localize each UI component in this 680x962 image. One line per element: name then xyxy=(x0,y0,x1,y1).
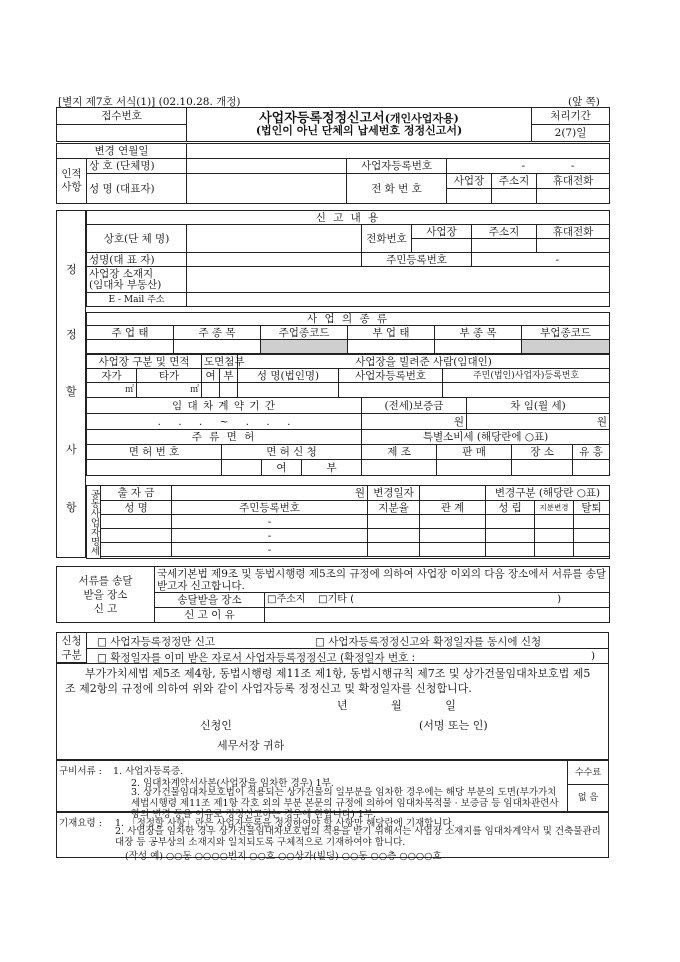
partner-row-1-relation[interactable] xyxy=(420,515,486,529)
partner-row-3-share-change[interactable] xyxy=(535,543,574,557)
phone-col-mobile: 휴대전화 xyxy=(537,174,610,189)
application-date: 년 월 일 xyxy=(337,699,456,712)
delivery-reason-label: 신 고 이 유 xyxy=(155,608,265,623)
c-trade-name-field[interactable] xyxy=(187,225,362,253)
partner-row-1-withdraw[interactable] xyxy=(574,515,610,529)
attachments-section xyxy=(56,760,609,820)
partner-row-1-formed[interactable] xyxy=(486,515,535,529)
tax-manufacture-field[interactable] xyxy=(362,460,437,476)
partner-share-label: 지분율 xyxy=(368,501,420,515)
opt-address-checkbox[interactable]: □주소지 xyxy=(267,594,306,605)
partner-row-2-name[interactable] xyxy=(101,529,172,543)
phone-site-field[interactable] xyxy=(447,189,492,204)
correction-side-label: 정 정 할 사 항 xyxy=(56,210,86,558)
form-subtitle: (법인이 아닌 단체의 납세번호 정정신고서) xyxy=(255,123,463,137)
note-2: 2. 사업장을 임차한 경우 상가건물임대차보호법의 적용을 받기 위해서는 사업장 소재지를 임대차계약서 및 건축물관리대장 등 공부상의 소재지와 일치되도록 구체적으로 기재하여야 합니다. xyxy=(115,826,601,848)
partner-row-2-withdraw[interactable] xyxy=(574,529,610,543)
application-body: 부가가치세법 제5조 제4항, 동법시행령 제11조 제1항, 동법시행규칙 제7조 및 상가건물임대차보호법 제5조 제2항의 규정에 의하여 위와 같이 사업자등록 정정신고 및 확정일자를 신청합니다. xyxy=(65,667,591,695)
c-phone-label: 전화번호 xyxy=(362,225,412,253)
trade-name-label: 상 호 (단체명) xyxy=(87,159,187,174)
lender-res-no-field[interactable] xyxy=(443,383,610,398)
correction-table-a xyxy=(86,210,610,307)
application-type-label: 신청 구분 xyxy=(57,633,87,663)
special-tax-label: 특별소비세 (해당란에 ○표) xyxy=(362,430,610,445)
note-example: (작성 예) ○○동 ○○○○번지 ○○호 ○○상가(빌딩) ○○동 ○○층 ○○○○호 xyxy=(125,851,442,862)
phone-col-home: 주소지 xyxy=(492,174,537,189)
c-rep-name-label: 성명(대 표 자) xyxy=(87,253,187,267)
tax-place-label: 장 소 xyxy=(512,445,573,460)
opt-already-dated[interactable]: □ 확정일자를 이미 받은 자로서 사업자등록정정신고 (확정일자 번호 : xyxy=(97,652,416,664)
c-email-field[interactable] xyxy=(187,293,610,307)
partner-change-date-field[interactable] xyxy=(420,486,486,501)
opt-other-checkbox[interactable]: □기타 ( xyxy=(318,594,355,605)
delivery-table xyxy=(56,566,610,623)
attachment-3: 3. 상가건물임대차보호법이 적용되는 상가건물의 일부분을 임차한 경우에는 해당 부분의 도면(부가가치세법시행령 제11조 제1항 각호 외의 부분 본문의 규정에 의하여 임대차목적물 · 보증금 등 임대차관련사항의 변경 등을 이유로 정정신고하는 경우에 한합니다) 1부. xyxy=(131,787,559,820)
page-side: (앞 쪽) xyxy=(568,96,600,108)
fee-value: 없 음 xyxy=(568,785,609,812)
lender-biz-no-label: 사업자등록번호 xyxy=(339,369,443,383)
change-type-label: 변경구분 (해당란 ○표) xyxy=(486,486,610,501)
tax-place-field[interactable] xyxy=(512,460,573,476)
partner-row-3-relation[interactable] xyxy=(420,543,486,557)
c-phone-col-site: 사업장 xyxy=(412,225,472,239)
license-apply-label: 면 허 신 청 xyxy=(222,445,362,460)
c-location-label: 사업장 소재지 (임대차 부동산) xyxy=(87,267,187,293)
partner-row-3-share[interactable] xyxy=(368,543,420,557)
fee-label: 수수료 xyxy=(568,761,609,785)
business-type-table xyxy=(86,312,610,354)
c-email-label: E - Mail 주소 xyxy=(87,293,187,307)
license-pad xyxy=(222,460,262,476)
application-divider xyxy=(87,648,608,649)
partner-relation-label: 관 계 xyxy=(420,501,486,515)
notes-label: 기재요령 : xyxy=(59,818,102,829)
form-header-table xyxy=(56,107,610,142)
main-industry-field[interactable] xyxy=(87,340,174,354)
own-label: 자가 xyxy=(87,369,137,383)
attachment-2: 2. 임대차계약서사본(사업장을 임차한 경우) 1부. xyxy=(131,778,334,789)
phone-home-field[interactable] xyxy=(492,189,537,204)
tax-manufacture-label: 제 조 xyxy=(362,445,437,460)
change-date-field[interactable] xyxy=(187,144,610,159)
personal-section-label: 인적 사항 xyxy=(57,159,87,204)
c-phone-col-mobile: 휴대전화 xyxy=(537,225,610,239)
joint-partner-label: 공동사업자명세 xyxy=(87,486,101,559)
partner-row-1-res-no[interactable]: - xyxy=(172,515,368,529)
processing-period-value: 2(7)일 xyxy=(532,125,610,142)
license-apply-yes[interactable]: 여 xyxy=(262,460,302,476)
drawing-yes-field[interactable] xyxy=(202,383,220,398)
note-1: 1. 「정정할 사항」란은 사업자등록을 정정하여야 할 사항만 해당란에 기재합니다. xyxy=(115,818,455,829)
partner-row-3-name[interactable] xyxy=(101,543,172,557)
attachment-1: 1. 사업자등록증. xyxy=(113,766,184,777)
delivery-place-options[interactable]: □주소지 □기타 ( ) xyxy=(265,593,610,608)
license-apply-no[interactable]: 부 xyxy=(302,460,362,476)
c-rep-name-field[interactable] xyxy=(187,253,362,267)
partner-withdraw-label: 탈퇴 xyxy=(574,501,610,515)
c-phone-site-field[interactable] xyxy=(412,239,472,253)
rep-name-label: 성 명 (대표자) xyxy=(87,174,187,204)
lender-res-no-label: 주민(법인)사업자)등록번호 xyxy=(443,369,610,383)
tax-entertain-label: 유 흥 xyxy=(573,445,610,460)
lender-name-field[interactable] xyxy=(238,383,339,398)
c-trade-name-label: 상호(단 체 명) xyxy=(87,225,187,253)
phone-col-site: 사업장 xyxy=(447,174,492,189)
dash-1: - xyxy=(521,160,526,172)
partner-row-1-share-change[interactable] xyxy=(535,515,574,529)
main-item-label: 주 종 목 xyxy=(174,326,261,340)
license-no-label: 면 허 번 호 xyxy=(87,445,222,460)
phone-mobile-field[interactable] xyxy=(537,189,610,204)
rent-area-field[interactable]: ㎡ xyxy=(137,383,202,398)
dash-2: - xyxy=(571,160,575,172)
application-section: 신청 구분 □ 사업자등록정정만 신고 □ 사업자등록정정신고와 확정일자를 동시에 신청 □ 확정일자를 이미 받은 자로서 사업자등록정정신고 (확정일자 번호 : ) 부가가치세법 제5조 제4항, 동법시행령 제11조 제1항, 동법시행규칙 제7조 및 상가건물임대차보호법 제5조 제2항의 규정에 의하여 위와 같이 사업자등록 정정신고 및 확정일자를 신청합니다. 년 월 일 신청인 (서명 또는 인) 세무서장 귀하 xyxy=(56,632,609,760)
main-code-field[interactable] xyxy=(261,340,348,354)
c-resident-no-label: 주민등록번호 xyxy=(362,253,472,267)
personal-info-table xyxy=(56,143,610,204)
main-code-label: 주업종코드 xyxy=(261,326,348,340)
investment-field[interactable]: 원 xyxy=(172,486,368,501)
delivery-text: 국세기본법 제9조 및 동법시행령 제5조의 규정에 의하여 사업장 이외의 다음 장소에서 서류를 송달받고자 신고합니다. xyxy=(155,567,610,593)
sign-label: (서명 또는 인) xyxy=(419,719,488,732)
receipt-number-label: 접수번호 xyxy=(57,108,187,125)
tax-entertain-field[interactable] xyxy=(573,460,610,476)
lease-table xyxy=(86,397,610,430)
partner-row-2-res-no[interactable]: - xyxy=(172,529,368,543)
drawing-label: 도면첨부 xyxy=(202,355,238,369)
rep-name-field[interactable] xyxy=(187,174,347,204)
investment-label: 출 자 금 xyxy=(101,486,172,501)
fee-table xyxy=(567,760,609,812)
site-type-label: 사업장 구분 및 면적 xyxy=(87,355,202,369)
joint-partner-table xyxy=(86,485,610,559)
form-number: [별지 제7호 서식(1)] (02.10.28. 개정) xyxy=(58,96,241,108)
title-main: 사업자등록정정신고서 xyxy=(259,110,385,126)
biz-type-header: 사 업 의 종 류 xyxy=(87,313,610,326)
attachments-label: 구비서류 : xyxy=(59,766,102,777)
sub-item-label: 부 종 목 xyxy=(435,326,522,340)
partner-share-change-label: 지분변경 xyxy=(535,501,574,515)
main-item-field[interactable] xyxy=(174,340,261,354)
deposit-field[interactable]: 원 xyxy=(362,414,467,430)
sub-code-label: 부업종코드 xyxy=(522,326,610,340)
form-title xyxy=(187,108,532,142)
tax-sale-field[interactable] xyxy=(437,460,512,476)
addressee: 세무서장 귀하 xyxy=(217,739,285,752)
main-industry-label: 주 업 태 xyxy=(87,326,174,340)
drawing-yes[interactable]: 여 xyxy=(202,369,220,383)
site-lender-table xyxy=(86,354,610,398)
c-location-field[interactable] xyxy=(187,267,610,293)
partner-change-date-label: 변경일자 xyxy=(368,486,420,501)
trade-name-field[interactable] xyxy=(187,159,347,174)
liquor-license-label: 주 류 면 허 xyxy=(87,430,362,445)
c-phone-mobile-field[interactable] xyxy=(537,239,610,253)
c-phone-home-field[interactable] xyxy=(472,239,537,253)
lender-name-label: 성 명(법인명) xyxy=(238,369,339,383)
partner-row-3-withdraw[interactable] xyxy=(574,543,610,557)
phone-label: 전 화 번 호 xyxy=(347,174,447,204)
change-date-label: 변경 연월일 xyxy=(57,144,187,159)
biz-reg-no-field[interactable] xyxy=(447,159,610,174)
drawing-no-field[interactable] xyxy=(220,383,238,398)
c-phone-col-home: 주소지 xyxy=(472,225,537,239)
opt-correction-only[interactable]: □ 사업자등록정정만 신고 xyxy=(97,636,216,648)
partner-bottom-pad xyxy=(101,557,610,559)
partner-row-3-formed[interactable] xyxy=(486,543,535,557)
monthly-rent-label: 차 임(월 세) xyxy=(467,398,610,414)
partner-row-2-share[interactable] xyxy=(368,529,420,543)
lender-label: 사업장을 빌려준 사람(임대인) xyxy=(238,355,610,369)
sub-code-field[interactable] xyxy=(522,340,610,354)
own-area-field[interactable]: ㎡ xyxy=(87,383,137,398)
partner-res-no-label: 주민등록번호 xyxy=(172,501,368,515)
partner-formed-label: 성 립 xyxy=(486,501,535,515)
partner-row-1-name[interactable] xyxy=(101,515,172,529)
delivery-reason-field[interactable] xyxy=(265,608,610,623)
c-resident-no-field[interactable]: - xyxy=(472,253,610,267)
liquor-license-table xyxy=(86,429,610,476)
partner-row-2-formed[interactable] xyxy=(486,529,535,543)
partner-row-3-res-no[interactable]: - xyxy=(172,543,368,557)
partner-row-1-share[interactable] xyxy=(368,515,420,529)
lease-period-label: 임 대 차 계 약 기 간 xyxy=(87,398,362,414)
notes-section xyxy=(56,812,609,862)
biz-reg-no-label: 사업자등록번호 xyxy=(347,159,447,174)
partner-name-label: 성 명 xyxy=(101,501,172,515)
applicant-label: 신청인 xyxy=(200,719,232,732)
opt-correction-and-date[interactable]: □ 사업자등록정정신고와 확정일자를 동시에 신청 xyxy=(315,636,542,648)
tax-sale-label: 판 매 xyxy=(437,445,512,460)
receipt-number-field[interactable] xyxy=(57,125,187,142)
rent-label: 타가 xyxy=(137,369,202,383)
sub-industry-field[interactable] xyxy=(348,340,435,354)
monthly-rent-field[interactable]: 원 xyxy=(467,414,610,430)
deposit-label: (전세)보증금 xyxy=(362,398,467,414)
delivery-label: 서류를 송달 받을 장소 신 고 xyxy=(57,567,155,623)
processing-period-label: 처리기간 xyxy=(532,108,610,125)
partner-row-2-relation[interactable] xyxy=(420,529,486,543)
sub-industry-label: 부 업 태 xyxy=(348,326,435,340)
title-sub: (개인사업자용) xyxy=(384,111,459,125)
report-content-header: 신 고 내 용 xyxy=(87,211,610,225)
lease-period-field[interactable]: . . . ~ . . . xyxy=(87,414,362,430)
license-no-field[interactable] xyxy=(87,460,222,476)
drawing-no[interactable]: 부 xyxy=(220,369,238,383)
delivery-place-label: 송달받을 장소 xyxy=(155,593,265,608)
application-divider-2 xyxy=(57,663,608,664)
partner-row-2-share-change[interactable] xyxy=(535,529,574,543)
lender-biz-no-field[interactable] xyxy=(339,383,443,398)
sub-item-field[interactable] xyxy=(435,340,522,354)
